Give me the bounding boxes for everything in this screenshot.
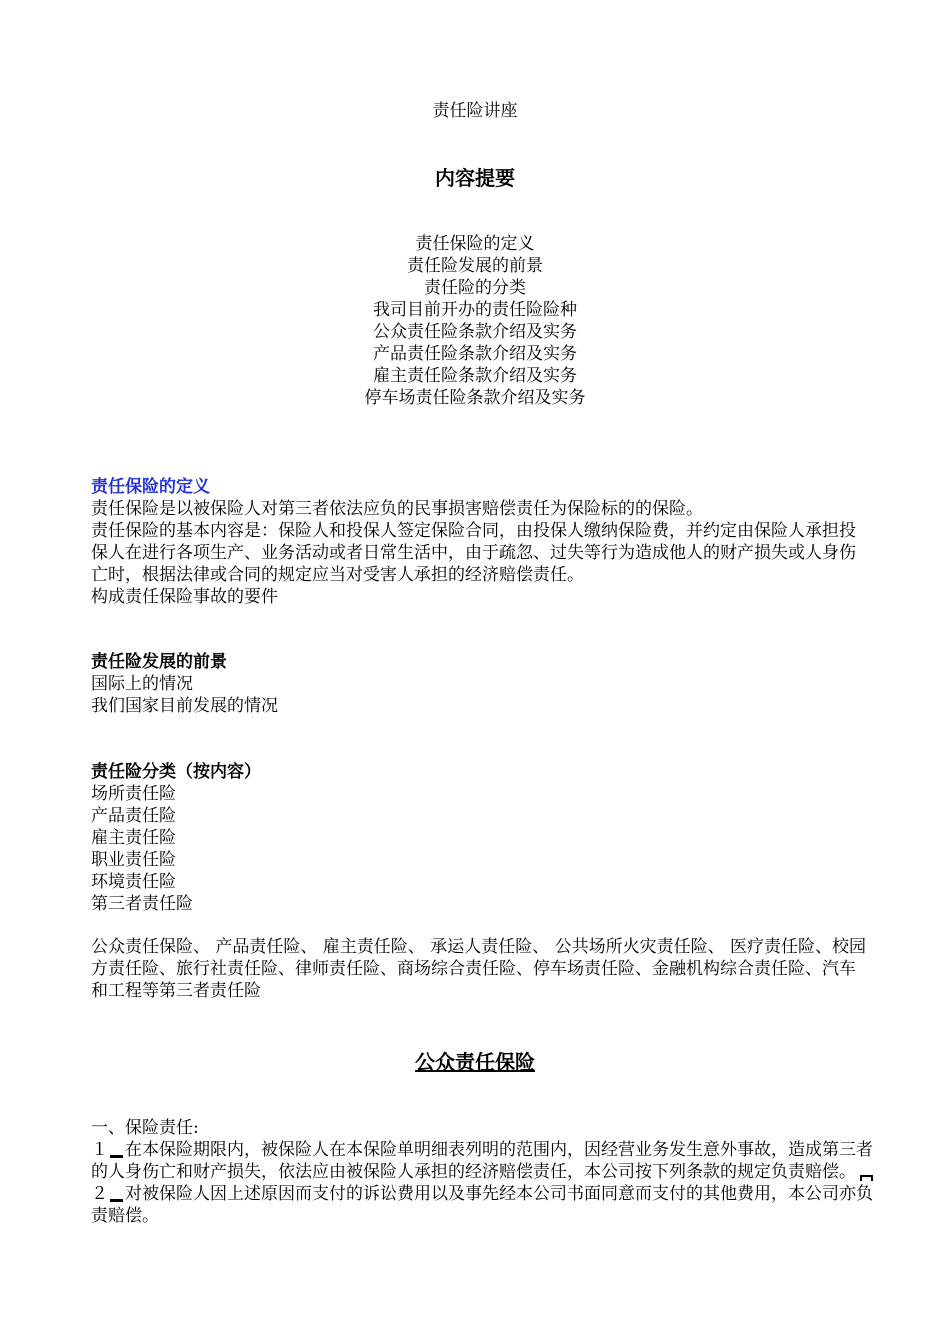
classification-line: 产品责任险 (91, 806, 176, 826)
definition-section (91, 476, 871, 608)
document-title: 责任险讲座 (432, 101, 518, 121)
definition-heading: 责任保险的定义 (91, 477, 210, 497)
definition-line: 责任保险是以被保险人对第三者依法应负的民事损害赔偿责任为保险标的的保险。 (91, 499, 703, 519)
public-liability-section (91, 1117, 881, 1227)
placeholder-mark-icon (860, 1175, 873, 1181)
toc-item: 产品责任险条款介绍及实务 (373, 344, 577, 364)
summary-title: 内容提要 (435, 166, 515, 190)
classification-heading: 责任险分类（按内容） (91, 762, 261, 782)
prospect-section (91, 651, 871, 717)
toc-item: 责任险的分类 (424, 278, 526, 298)
clause-item-1 (91, 1139, 881, 1183)
toc-item: 我司目前开办的责任险险种 (373, 300, 577, 320)
public-liability-subheading: 一、保险责任: (91, 1118, 199, 1138)
clause-text: 在本保险期限内，被保险人在本保险单明细表列明的范围内，因经营业务发生意外事故，造成第三者的人身伤亡和财产损失，依法应由被保险人承担的经济赔偿责任，本公司按下列条款的规定负责赔偿。 (91, 1140, 873, 1182)
toc-item: 责任险发展的前景 (407, 256, 543, 276)
clause-number: １ (91, 1140, 108, 1160)
classification-line: 职业责任险 (91, 850, 176, 870)
toc-item: 责任保险的定义 (415, 234, 535, 254)
clause-text: 对被保险人因上述原因而支付的诉讼费用以及事先经本公司书面同意而支付的其他费用，本公司亦负责赔偿。 (91, 1184, 873, 1226)
placeholder-mark-icon (110, 1155, 123, 1158)
clause-item-2 (91, 1183, 881, 1227)
public-liability-title: 公众责任保险 (415, 1050, 535, 1074)
toc-item: 雇主责任险条款介绍及实务 (373, 366, 577, 386)
prospect-heading: 责任险发展的前景 (91, 652, 227, 672)
classification-section (91, 761, 871, 915)
definition-line: 构成责任保险事故的要件 (91, 587, 278, 607)
prospect-line: 国际上的情况 (91, 674, 193, 694)
toc-item: 停车场责任险条款介绍及实务 (364, 388, 586, 408)
classification-line: 第三者责任险 (91, 894, 193, 914)
clause-number: ２ (91, 1184, 108, 1204)
table-of-contents (0, 233, 950, 409)
placeholder-mark-icon (110, 1199, 123, 1202)
products-paragraph-section (91, 936, 871, 1002)
products-paragraph: 公众责任保险、 产品责任险、 雇主责任险、 承运人责任险、 公共场所火灾责任险、 医疗责任险、校园方责任险、旅行社责任险、律师责任险、商场综合责任险、停车场责任险、金融机构综合责任险、汽车和工程等第三者责任险 (91, 937, 867, 1001)
classification-line: 环境责任险 (91, 872, 176, 892)
prospect-line: 我们国家目前发展的情况 (91, 696, 278, 716)
classification-line: 场所责任险 (91, 784, 176, 804)
classification-line: 雇主责任险 (91, 828, 176, 848)
definition-line: 责任保险的基本内容是：保险人和投保人签定保险合同，由投保人缴纳保险费，并约定由保险人承担投保人在进行各项生产、业务活动或者日常生活中，由于疏忽、过失等行为造成他人的财产损失或人身伤亡时，根据法律或合同的规定应当对受害人承担的经济赔偿责任。 (91, 521, 856, 585)
toc-item: 公众责任险条款介绍及实务 (373, 322, 577, 342)
